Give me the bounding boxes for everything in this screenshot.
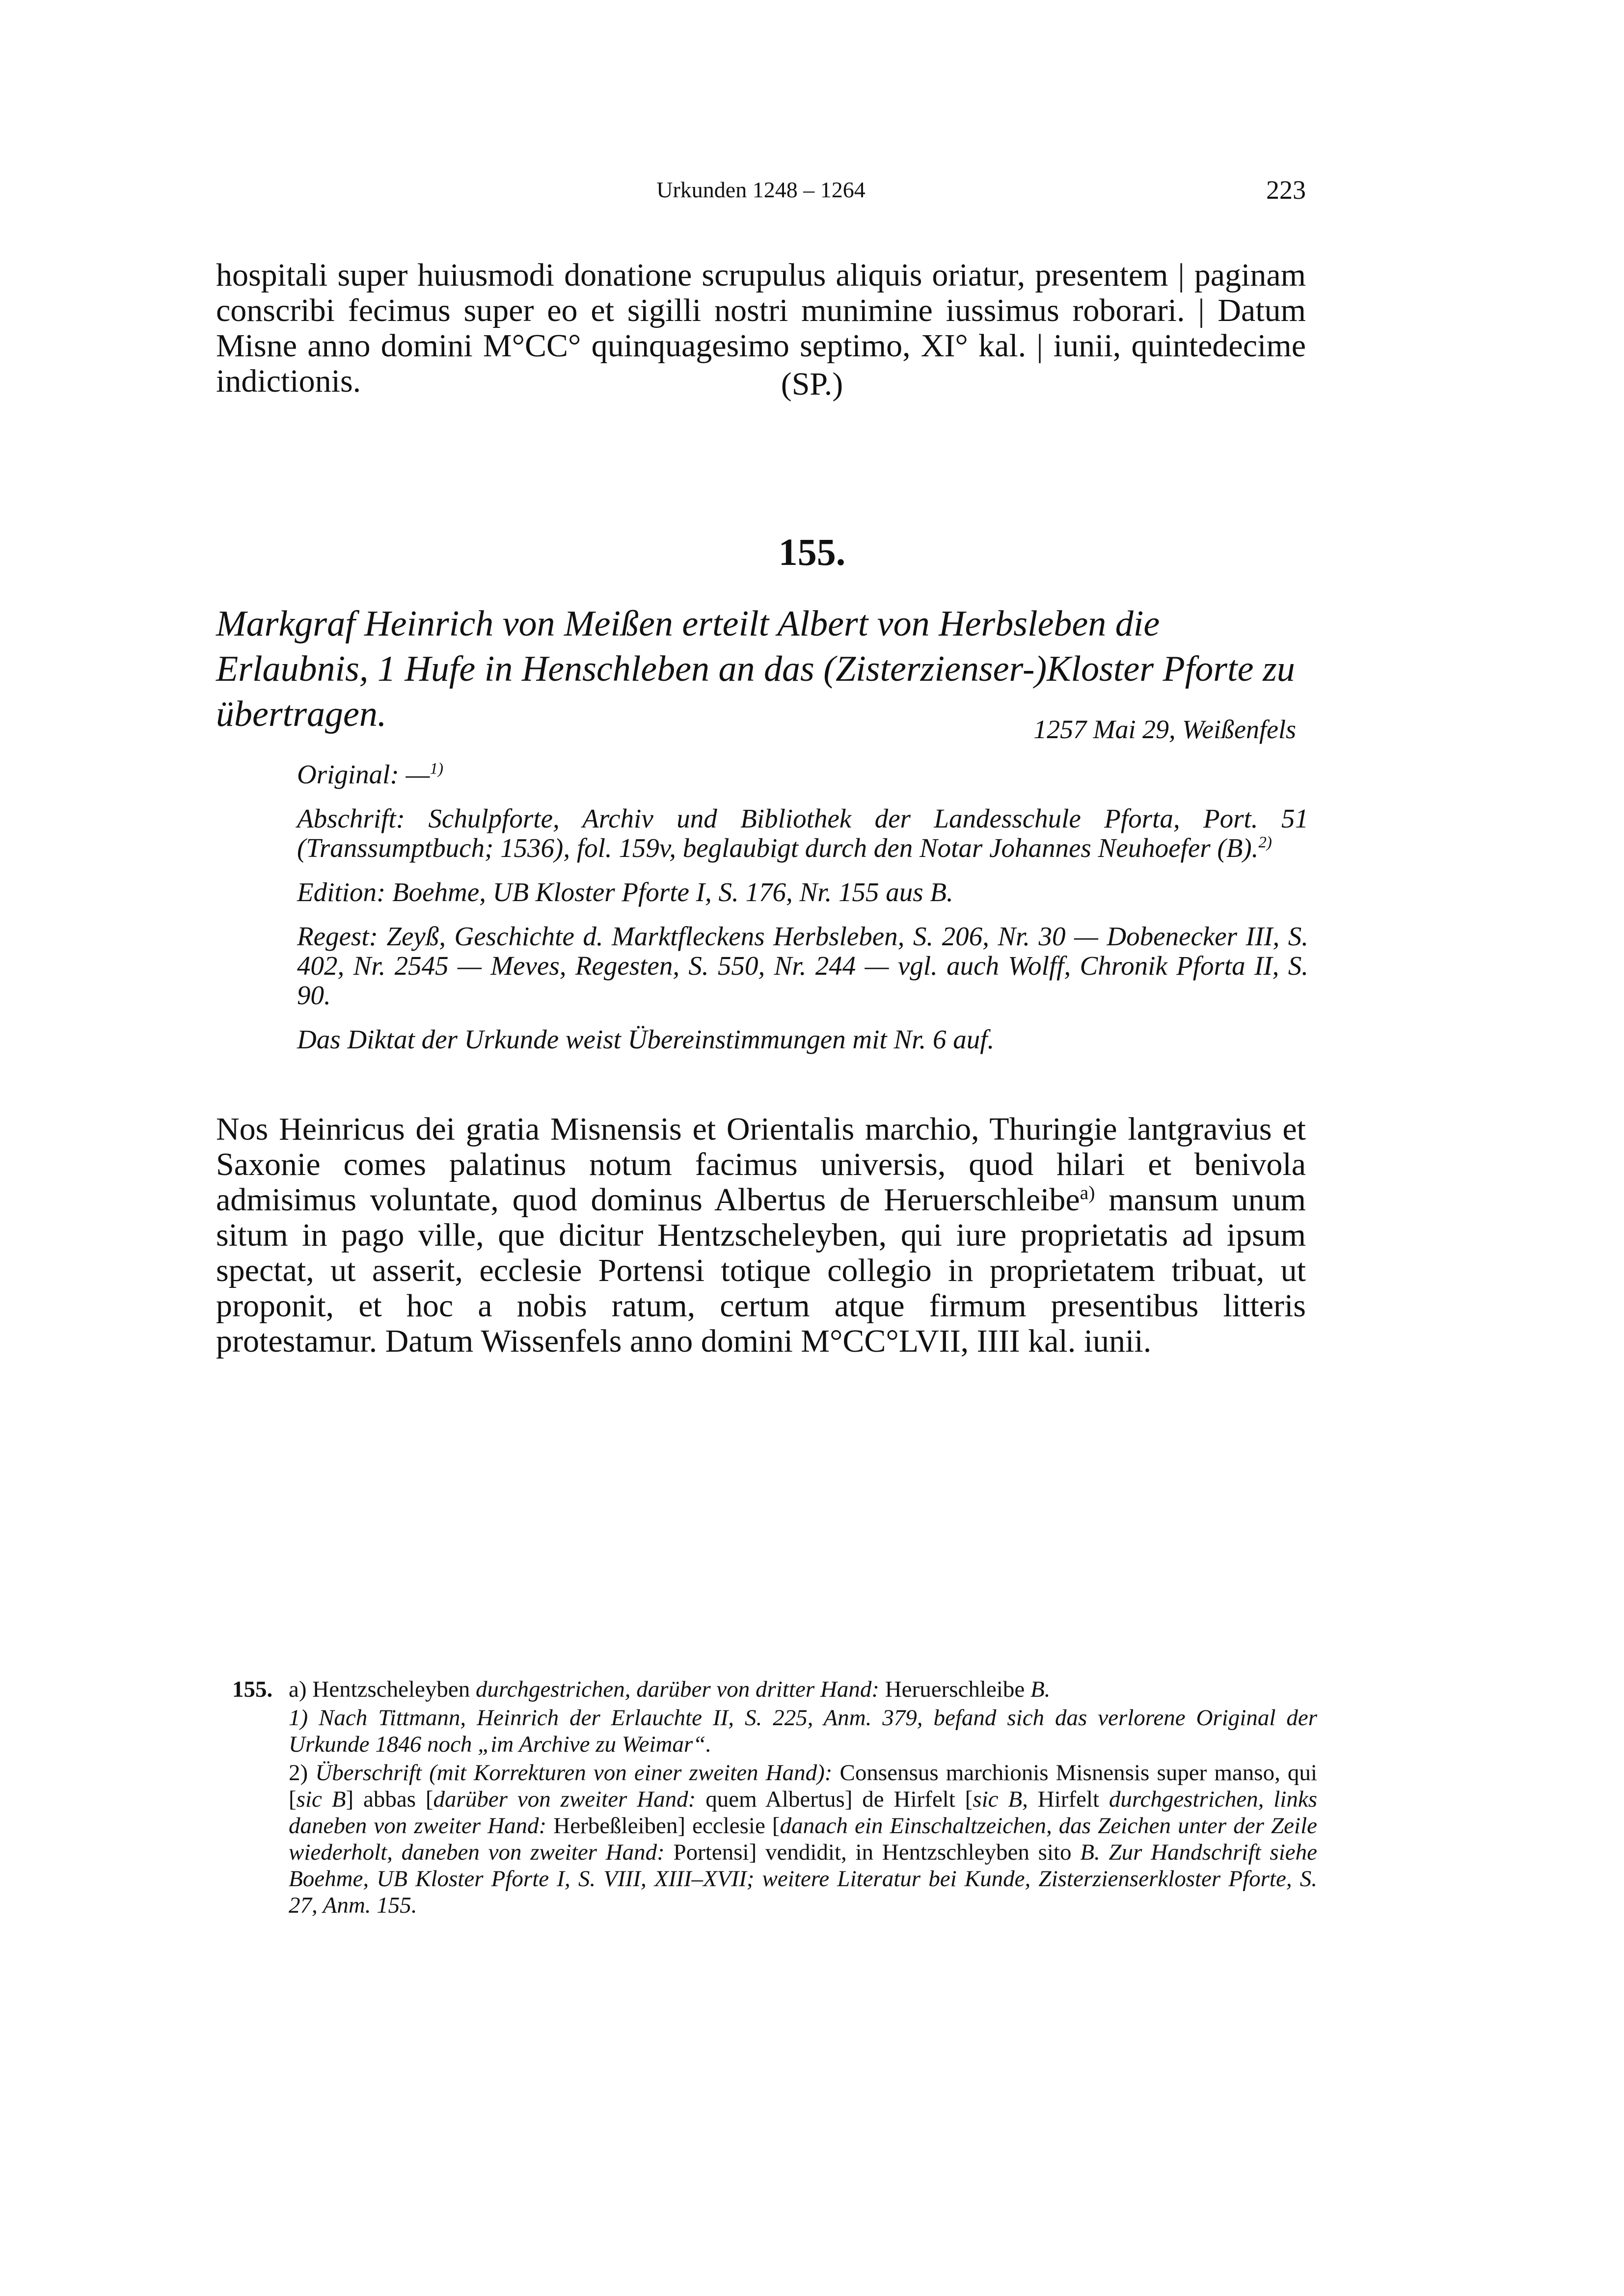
document-date-place: 1257 Mai 29, Weißenfels <box>1033 715 1296 744</box>
footnote-group <box>232 1676 1317 1921</box>
abschrift-entry <box>297 804 1308 863</box>
seal-mark: (SP.) <box>781 366 843 402</box>
document-title: Markgraf Heinrich von Meißen erteilt Albert von Herbsleben die Erlaubnis, 1 Hufe in Henschleben an das (Zisterzienser-)Kloster Pforte zu übertragen. <box>216 604 1295 734</box>
diktat-entry: Das Diktat der Urkunde weist Übereinstimmungen mit Nr. 6 auf. <box>297 1024 995 1054</box>
footnote-2-s11: Herbeßleiben] ecclesie [ <box>546 1813 780 1839</box>
footnote-2-s13: Portensi] vendidit, in Hentzschleyben sito <box>664 1840 1081 1865</box>
footnote-2-s7: quem Albertus] de Hirfelt [ <box>696 1787 973 1812</box>
abschrift-text: Abschrift: Schulpforte, Archiv und Bibliothek der Landesschule Pforta, Port. 51 (Transsumptbuch; 1536), fol. 159v, beglaubigt durch den Notar Johannes Neuhoefer (B). <box>297 803 1308 863</box>
footnotes <box>232 1676 1317 1921</box>
footnote-2-s9: Hirfelt <box>1028 1787 1109 1812</box>
regest-entry: Regest: Zeyß, Geschichte d. Marktfleckens Herbsleben, S. 206, Nr. 30 — Dobenecker III, S. 402, Nr. 2545 — Meves, Regesten, S. 550, Nr. 244 — vgl. auch Wolff, Chronik Pforta II, S. 90. <box>297 921 1308 1010</box>
footnote-2-s3: Consensus marchionis Misnensis super manso, qui [ <box>289 1760 1317 1812</box>
footnote-2-s10: durchgestrichen, links daneben von zweiter Hand: <box>289 1787 1317 1839</box>
footnote-2-s8: sic B, <box>973 1787 1028 1812</box>
running-head <box>216 177 1306 211</box>
footnote-ref-1[interactable]: 1) <box>430 760 443 778</box>
original-entry <box>297 760 1308 789</box>
footnote-a-s4: B. <box>1030 1677 1051 1702</box>
running-title: Urkunden 1248 – 1264 <box>656 177 866 202</box>
footnote-2-s12: danach ein Einschaltzeichen, das Zeichen unter der Zeile wiederholt, daneben von zweiter Hand: <box>289 1813 1317 1865</box>
document-text-part2: mansum unum situm in pago ville, que dicitur Hentzscheleyben, qui iure proprietatis ad ipsum spectat, ut asserit, ecclesie Portensi totique collegio in proprietatem tribuat, ut proponit, et hoc a nobis ratum, certum atque firmum presentibus litteris protestamur. Datum Wissenfels anno domini M°CC°LVII, IIII kal. iunii. <box>216 1182 1306 1359</box>
footnote-2-s6: darüber von zweiter Hand: <box>433 1787 696 1812</box>
footnote-2-s1: 2) <box>289 1760 316 1786</box>
footnote-a-s3: Heruerschleibe <box>879 1677 1030 1702</box>
footnote-2-s5: ] abbas [ <box>346 1787 433 1812</box>
footnote-a-s2: durchgestrichen, darüber von dritter Hand: <box>476 1677 879 1702</box>
page-number: 223 <box>1266 175 1306 205</box>
footnote-a-s1: a) Hentzscheleyben <box>289 1677 476 1702</box>
document-text-part1: Nos Heinricus dei gratia Misnensis et Orientalis marchio, Thuringie lantgravius et Saxonie comes palatinus notum facimus universis, quod hilari et benivola admisimus voluntate, quod dominus Albertus de Heruerschleibe <box>216 1111 1306 1218</box>
original-label: Original: — <box>297 759 430 789</box>
footnote-body <box>289 1676 1317 1921</box>
footnote-2 <box>289 1760 1317 1919</box>
document-number: 155. <box>778 531 846 573</box>
footnote-2-s14: B. Zur Handschrift siehe Boehme, UB Kloster Pforte I, S. VIII, XIII–XVII; weitere Literatur bei Kunde, Zisterzienserkloster Pforte, S. 27, Anm. 155. <box>289 1840 1317 1918</box>
previous-document-text: hospitali super huiusmodi donatione scrupulus aliquis oriatur, presentem | paginam conscribi fecimus super eo et sigilli nostri munimine iussimus roborari. | Datum Misne anno domini M°CC° quinquagesimo septimo, XI° kal. | iunii, quintedecime indictionis. <box>216 257 1306 399</box>
source-apparatus <box>297 760 1308 1069</box>
edition-entry: Edition: Boehme, UB Kloster Pforte I, S. 176, Nr. 155 aus B. <box>297 877 953 907</box>
footnote-2-s2: Überschrift (mit Korrekturen von einer zweiten Hand): <box>315 1760 833 1786</box>
footnote-ref-2[interactable]: 2) <box>1258 833 1272 852</box>
footnote-ref-a[interactable]: a) <box>1080 1182 1095 1203</box>
footnote-1: 1) Nach Tittmann, Heinrich der Erlauchte II, S. 225, Anm. 379, befand sich das verlorene Original der Urkunde 1846 noch „im Archive zu Weimar“. <box>289 1705 1317 1757</box>
document-text <box>216 1112 1306 1359</box>
footnote-a <box>289 1676 1317 1703</box>
footnote-2-s4: sic B <box>296 1787 346 1812</box>
footnote-document-number: 155. <box>232 1677 273 1702</box>
